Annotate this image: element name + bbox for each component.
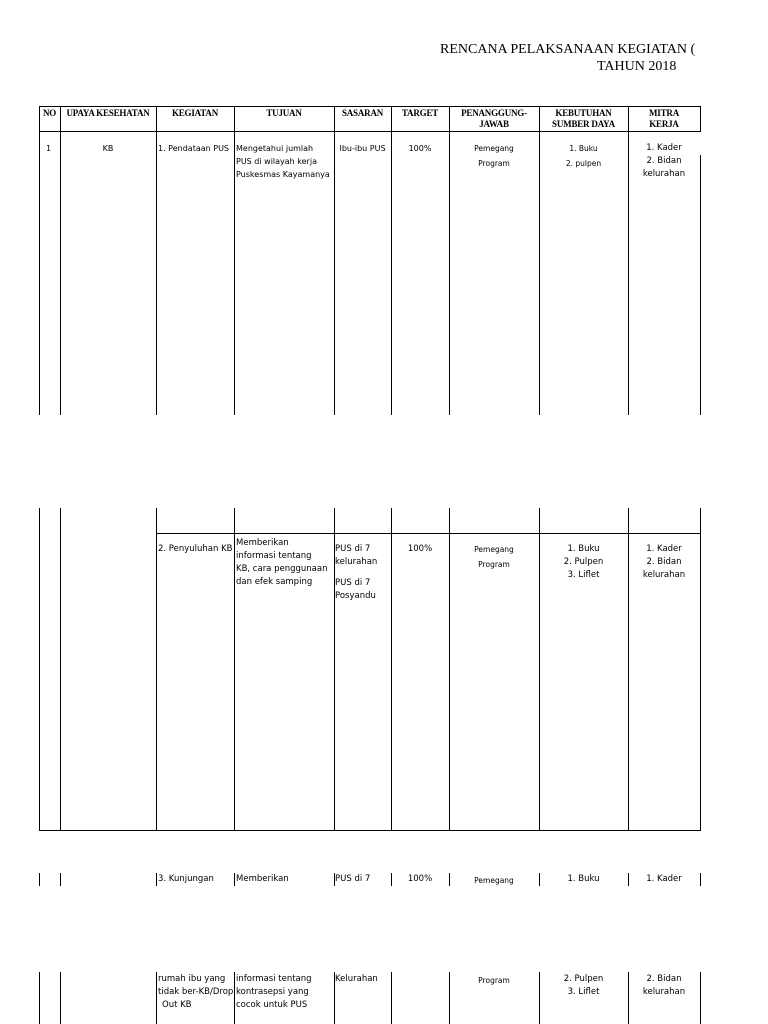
header-tujuan: TUJUAN xyxy=(266,108,302,118)
row2-mitra: 1. Kader 2. Bidan kelurahan xyxy=(642,544,686,580)
row2-target: 100% xyxy=(407,544,433,554)
row2-penanggung: Pemegang Program xyxy=(474,545,514,569)
header-mitra-kerja: MITRA KERJA xyxy=(649,108,679,129)
row1-sasaran: Ibu-ibu PUS xyxy=(339,144,386,153)
row3-kegiatan-top: 3. Kunjungan xyxy=(158,874,214,884)
header-kebutuhan-sumber-daya: KEBUTUHAN SUMBER DAYA xyxy=(552,108,615,129)
header-upaya-kesehatan: UPAYA KESEHATAN xyxy=(66,108,150,118)
row1-kebutuhan: 1. Buku 2. pulpen xyxy=(565,144,602,168)
header-penanggung-jawab: PENANGGUNG- JAWAB xyxy=(461,108,527,129)
row3-penanggung-bottom: Program xyxy=(478,976,510,985)
row2-sasaran: PUS di 7 kelurahan PUS di 7 Posyandu xyxy=(335,544,378,601)
row3-tujuan-bottom: informasi tentang kontrasepsi yang cocok untuk PUS xyxy=(236,974,312,1010)
header-sasaran: SASARAN xyxy=(341,108,384,118)
row3-sasaran-bottom: Kelurahan xyxy=(335,974,378,984)
row2-kebutuhan: 1. Buku 2. Pulpen 3. Liflet xyxy=(563,544,604,580)
row3-kebutuhan-bottom: 2. Pulpen 3. Liflet xyxy=(563,974,604,997)
row2-kegiatan: 2. Penyuluhan KB xyxy=(158,544,233,554)
row1-no: 1 xyxy=(46,144,52,153)
row3-mitra-bottom: 2. Bidan kelurahan xyxy=(642,974,686,997)
document-title xyxy=(440,41,768,75)
row3-kegiatan-bottom: rumah ibu yang tidak ber-KB/Drop Out KB xyxy=(158,974,234,1010)
row1-penanggung: Pemegang Program xyxy=(474,144,514,168)
row3-mitra-top: 1. Kader xyxy=(646,874,682,884)
row1-mitra: 1. Kader 2. Bidan kelurahan xyxy=(642,143,686,179)
row3-tujuan-top: Memberikan xyxy=(236,874,289,884)
row3-kebutuhan-top: 1. Buku xyxy=(567,874,600,884)
row3-target-top: 100% xyxy=(407,874,433,884)
row1-upaya: KB xyxy=(102,144,114,153)
header-target: TARGET xyxy=(401,108,439,118)
header-kegiatan: KEGIATAN xyxy=(171,108,219,118)
header-no: NO xyxy=(42,108,57,118)
row3-sasaran-top: PUS di 7 xyxy=(335,874,371,884)
title-line-1: RENCANA PELAKSANAAN KEGIATAN ( xyxy=(440,42,696,57)
row3-penanggung-top: Pemegang xyxy=(474,876,514,885)
title-line-2: TAHUN 2018 xyxy=(597,59,677,74)
row2-tujuan: Memberikan informasi tentang KB, cara penggunaan dan efek samping xyxy=(236,538,328,587)
row1-target: 100% xyxy=(408,144,432,153)
row1-tujuan: Mengetahui jumlah PUS di wilayah kerja Puskesmas Kayamanya xyxy=(236,144,330,179)
row1-kegiatan: 1. Pendataan PUS xyxy=(158,144,229,153)
